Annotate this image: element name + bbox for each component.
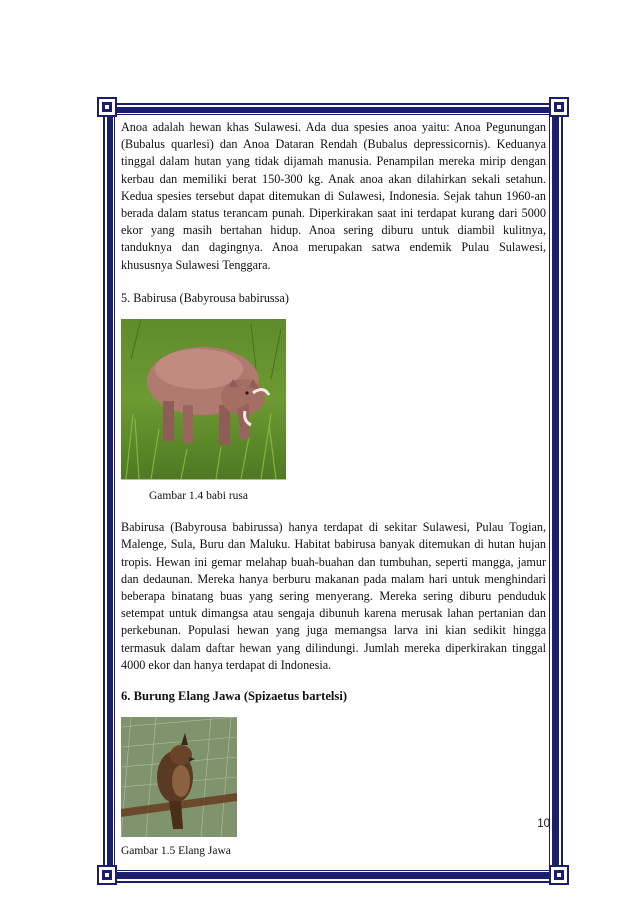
babirusa-photo-rule [121, 479, 286, 480]
corner-ornament-top-left [97, 97, 117, 117]
corner-ornament-bottom-right [549, 865, 569, 885]
anoa-paragraph: Anoa adalah hewan khas Sulawesi. Ada dua spesies anoa yaitu: Anoa Pegunungan (Bubalus quarlesi) dan Anoa Dataran Rendah (Bubalus depressicornis). Keduanya tinggal dalam hutan yang tidak dijamah manusia. Penampilan mereka mirip dengan kerbau dan memiliki berat 150-300 kg. Anak anoa akan dilahirkan sekali setahun. Kedua spesies tersebut dapat ditemukan di Sulawesi, Indonesia. Sejak tahun 1960-an berada dalam status terancam punah. Diperkirakan saat ini terdapat kurang dari 5000 ekor yang masih bertahan hidup. Anoa sering diburu untuk diambil kulitnya, tanduknya dan dagingnya. Anoa merupakan satwa endemik Pulau Sulawesi, khususnya Sulawesi Tenggara. [121, 120, 546, 272]
babirusa-paragraph: Babirusa (Babyrousa babirussa) hanya terdapat di sekitar Sulawesi, Pulau Togian, Malenge, Sula, Buru dan Maluku. Habitat babirusa banyak ditemukan di hutan hujan tropis. Hewan ini gemar melahap buah-buahan dan tumbuhan, seperti mangga, jamur dan dedaunan. Mereka hanya berburu makanan pada malam hari untuk menghindari beberapa binatang buas yang sering menyerang. Mereka sering diburu penduduk setempat untuk dimangsa atau sengaja dibunuh karena merusak lahan pertanian dan perkebunan. Populasi hewan yang juga memangsa larva ini kian sedikit hingga termasuk dalam daftar hewan yang dilindungi. Jumlah mereka diperkirakan tinggal 4000 ekor dan hanya terdapat di Indonesia. [121, 520, 546, 672]
elang-heading: 6. Burung Elang Jawa (Spizaetus bartelsi) [121, 689, 348, 704]
elang-photo [121, 717, 237, 837]
babirusa-photo [121, 319, 286, 479]
elang-caption: Gambar 1.5 Elang Jawa [121, 845, 231, 858]
page-content [121, 119, 546, 860]
babirusa-heading: 5. Babirusa (Babyrousa babirussa) [121, 290, 289, 305]
babirusa-caption: Gambar 1.4 babi rusa [149, 490, 248, 503]
corner-ornament-top-right [549, 97, 569, 117]
corner-ornament-bottom-left [97, 865, 117, 885]
page-number: 10 [537, 818, 550, 830]
